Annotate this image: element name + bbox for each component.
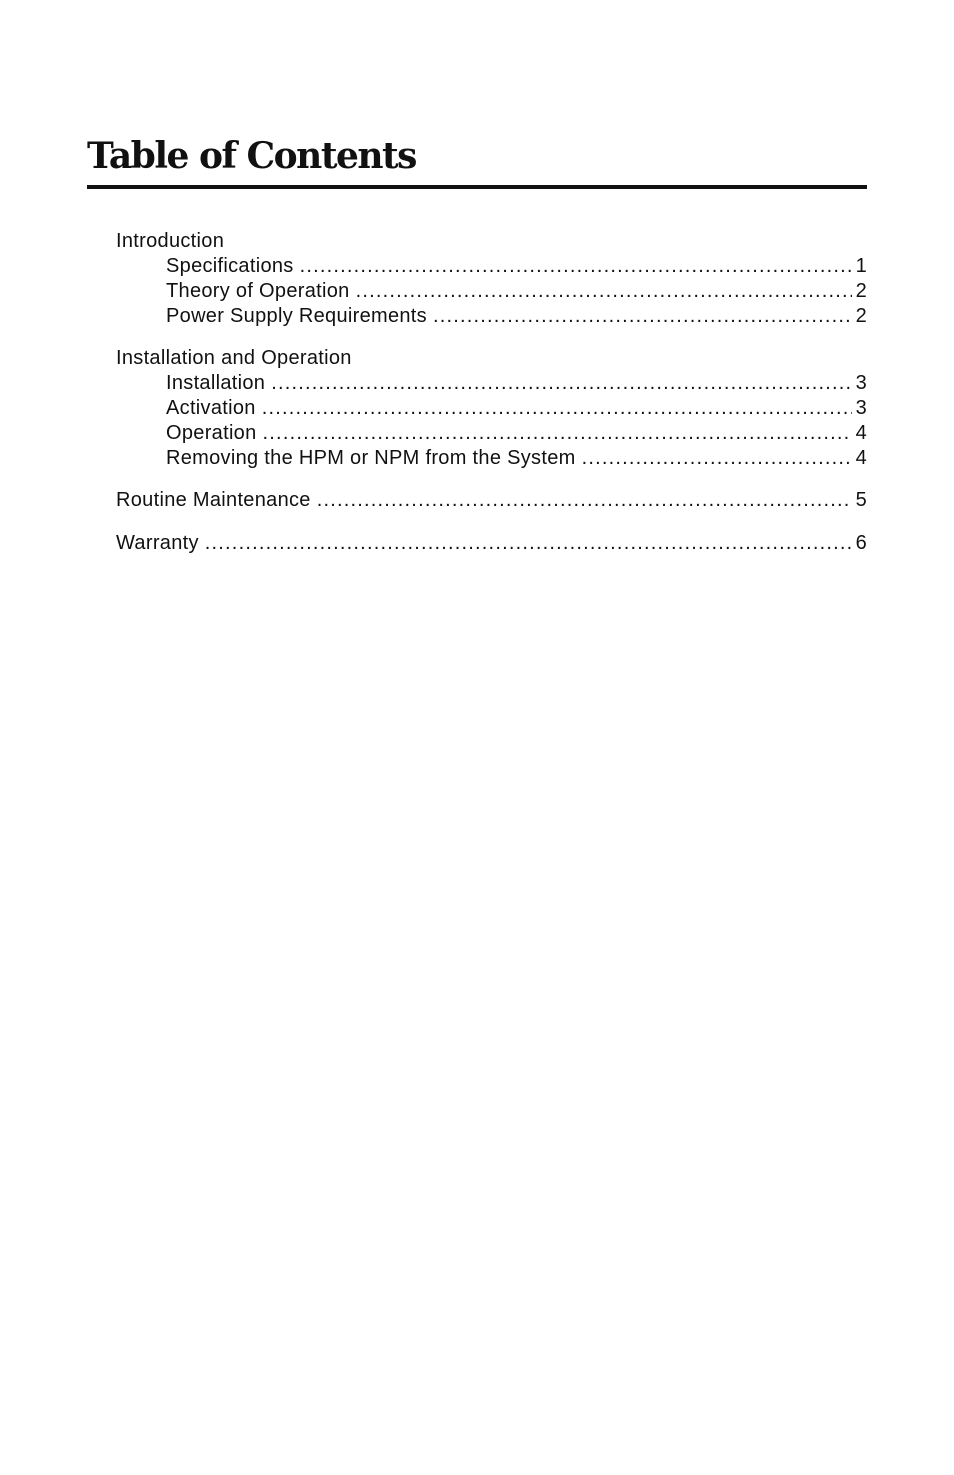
toc-entry-activation[interactable] <box>116 396 867 421</box>
entry-label: Installation <box>166 372 266 394</box>
dot-leader <box>582 446 852 471</box>
toc-entry-removing-hpm-npm[interactable] <box>116 446 867 471</box>
entry-label: Theory of Operation <box>166 280 350 302</box>
toc-entry-operation[interactable] <box>116 421 867 446</box>
page-number: 1 <box>855 255 867 277</box>
page-number: 5 <box>855 489 867 511</box>
page-number: 2 <box>855 280 867 302</box>
entry-label: Specifications <box>166 255 294 277</box>
page-number: 3 <box>855 372 867 394</box>
entry-label: Power Supply Requirements <box>166 305 427 327</box>
toc-section-routine-maintenance <box>116 488 867 513</box>
page-number: 4 <box>855 422 867 444</box>
dot-leader <box>263 421 852 446</box>
entry-label: Warranty <box>116 532 199 554</box>
title-divider <box>87 185 867 189</box>
page-number: 3 <box>855 397 867 419</box>
toc-entry-specifications[interactable] <box>116 254 867 279</box>
toc-entry-installation[interactable] <box>116 371 867 396</box>
dot-leader <box>271 371 851 396</box>
dot-leader <box>317 488 852 513</box>
entry-label: Activation <box>166 397 256 419</box>
toc-section-warranty <box>116 531 867 556</box>
entry-label: Routine Maintenance <box>116 489 311 511</box>
toc-entry-routine-maintenance[interactable] <box>116 488 867 513</box>
dot-leader <box>356 279 852 304</box>
page-number: 2 <box>855 305 867 327</box>
section-heading[interactable]: Introduction <box>116 230 225 252</box>
page-number: 4 <box>855 447 867 469</box>
dot-leader <box>205 531 852 556</box>
section-heading[interactable]: Installation and Operation <box>116 347 352 369</box>
entry-label: Operation <box>166 422 257 444</box>
dot-leader <box>433 304 852 329</box>
toc-section-introduction <box>116 229 867 329</box>
page-number: 6 <box>855 532 867 554</box>
entry-label: Removing the HPM or NPM from the System <box>166 447 576 469</box>
dot-leader <box>262 396 852 421</box>
toc-section-installation-and-operation <box>116 346 867 471</box>
toc-entry-theory-of-operation[interactable] <box>116 279 867 304</box>
toc-entry-warranty[interactable] <box>116 531 867 556</box>
table-of-contents <box>116 229 867 573</box>
page-title: Table of Contents <box>87 135 416 177</box>
toc-entry-power-supply-requirements[interactable] <box>116 304 867 329</box>
dot-leader <box>300 254 852 279</box>
